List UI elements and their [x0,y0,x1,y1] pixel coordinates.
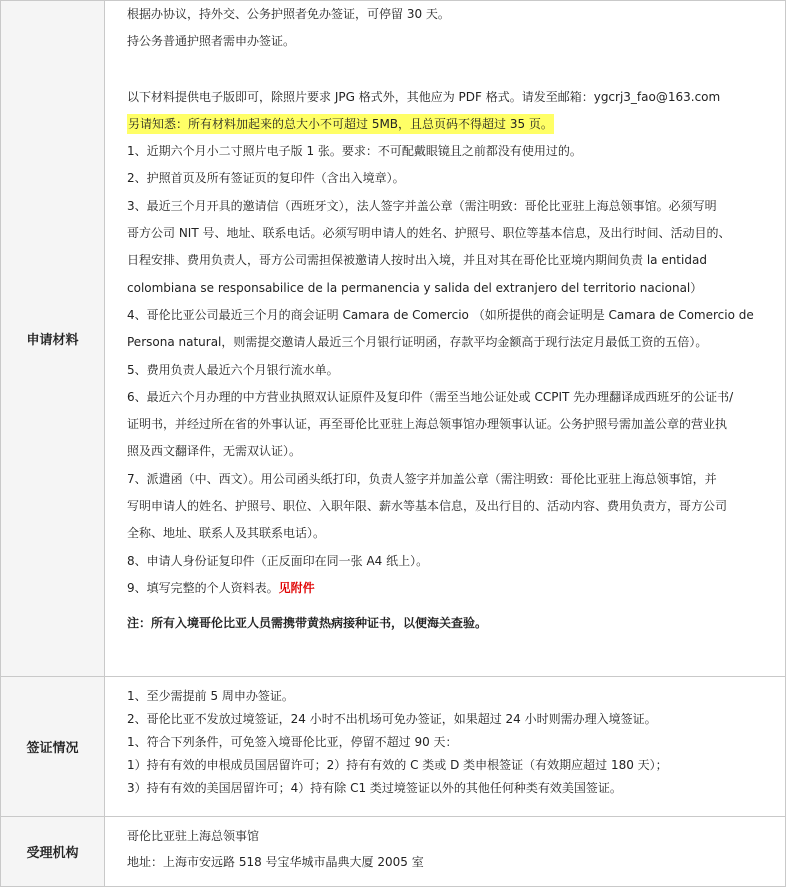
material-item: 日程安排、费用负责人，哥方公司需担保被邀请人按时出入境，并且对其在哥伦比亚境内期间负责 la entidad [127,253,707,268]
agency-address: 地址：上海市安远路 518 号宝华城市晶典大厦 2005 室 [127,855,424,869]
agency-label: 受理机构 [1,817,105,887]
material-item: 1、近期六个月小二寸照片电子版 1 张。要求：不可配戴眼镜且之前都没有使用过的。 [127,144,582,159]
intro-line: 持公务普通护照者需申办签证。 [127,34,296,49]
material-item: 2、护照首页及所有签证页的复印件（含出入境章）。 [127,171,405,186]
item9-text: 9、填写完整的个人资料表。 [127,580,279,595]
visa-line: 1）持有有效的申根成员国居留许可；2）持有有效的 C 类或 D 类申根签证（有效期应超过 180 天）； [127,758,668,772]
visa-line: 3）持有有效的美国居留许可；4）持有除 C1 类过境签证以外的其他任何种类有效美国签证。 [127,781,622,795]
materials-label: 申请材料 [1,1,105,677]
visa-line: 2、哥伦比亚不发放过境签证，24 小时不出机场可免办签证，如果超过 24 小时则需办理入境签证。 [127,712,657,726]
material-item: 照及西文翻译件，无需双认证）。 [127,444,302,459]
agency-row [1,817,786,887]
material-item: 7、派遣函（中、西文）。用公司函头纸打印，负责人签字并加盖公章（需注明致：哥伦比亚驻上海总领事馆，并 [127,471,717,486]
electronic-note: 以下材料提供电子版即可，除照片要求 JPG 格式外，其他应为 PDF 格式。请发至邮箱：ygcrj3_fao@163.com [127,89,721,104]
agency-name: 哥伦比亚驻上海总领事馆 [127,829,260,843]
material-item: Persona natural，则需提交邀请人最近三个月银行证明函，存款平均金额高于现行法定月最低工资的五倍）。 [127,335,708,350]
material-item: 3、最近三个月开具的邀请信（西班牙文），法人签字并盖公章（需注明致：哥伦比亚驻上海总领事馆。必须写明 [127,198,717,213]
visa-line: 1、符合下列条件，可免签入境哥伦比亚，停留不超过 90 天： [127,735,458,749]
material-item: 全称、地址、联系人及其联系电话）。 [127,526,326,541]
material-item-9 [127,575,785,602]
material-item: 6、最近六个月办理的中方营业执照双认证原件及复印件（需至当地公证处或 CCPIT 先办理翻译成西班牙的公证书/ [127,389,734,404]
size-warning: 另请知悉：所有材料加起来的总大小不可超过 5MB，且总页码不得超过 35 页。 [127,114,554,134]
material-item: 证明书，并经过所在省的外事认证，再至哥伦比亚驻上海总领事馆办理领事认证。公务护照号需加盖公章的营业执 [127,417,728,432]
visa-row [1,677,786,817]
visa-line: 1、至少需提前 5 周申办签证。 [127,689,294,703]
materials-row [1,1,786,677]
material-item: colombiana se responsabilice de la permanencia y salida del extranjero del territorio nacional） [127,280,703,295]
material-item: 哥方公司 NIT 号、地址、联系电话。必须写明申请人的姓名、护照号、职位等基本信息，及出行时间、活动目的、 [127,226,731,241]
agency-content [105,817,786,887]
material-item: 写明申请人的姓名、护照号、职位、入职年限、薪水等基本信息，及出行目的、活动内容、费用负责方，哥方公司 [127,499,728,514]
visa-label: 签证情况 [1,677,105,817]
material-item: 5、费用负责人最近六个月银行流水单。 [127,362,339,377]
materials-content [105,1,786,677]
size-warning-line [127,111,785,138]
intro-line: 根据办协议，持外交、公务护照者免办签证，可停留 30 天。 [127,7,450,21]
yellow-fever-note: 注：所有入境哥伦比亚人员需携带黄热病接种证书，以便海关查验。 [127,616,488,631]
material-item: 4、哥伦比亚公司最近三个月的商会证明 Camara de Comercio （如所提供的商会证明是 Camara de Comercio de [127,307,754,322]
material-item: 8、申请人身份证复印件（正反面印在同一张 A4 纸上）。 [127,553,429,568]
attachment-link[interactable]: 见附件 [278,580,315,595]
visa-content [105,677,786,817]
